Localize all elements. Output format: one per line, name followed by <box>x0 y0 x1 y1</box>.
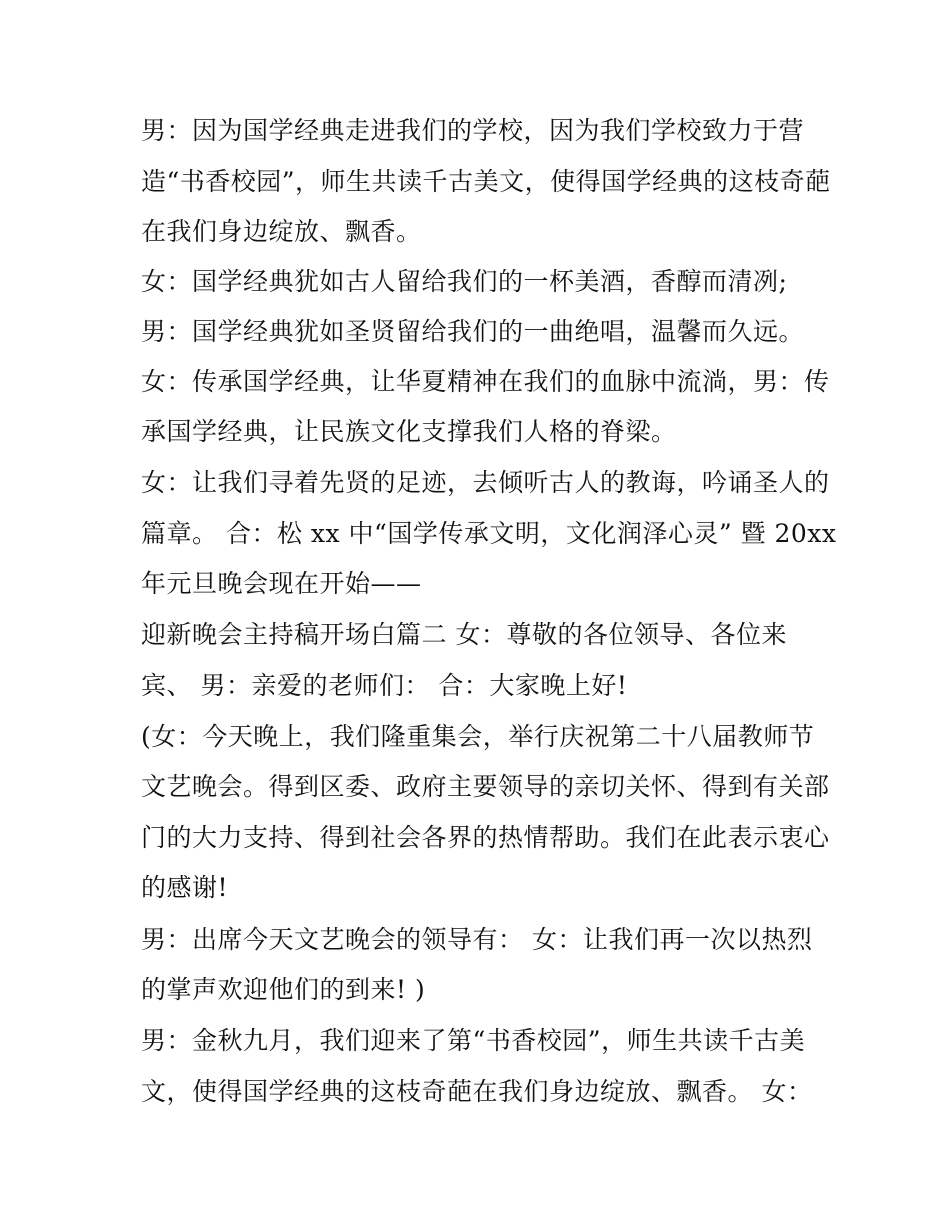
text-line: 女：传承国学经典，让华夏精神在我们的血脉中流淌，男：传 <box>141 367 830 396</box>
text-line: 男：因为国学经典走进我们的学校，因为我们学校致力于营 <box>141 116 805 145</box>
text-line: 门的大力支持、得到社会各界的热情帮助。我们在此表示衷心 <box>141 823 830 852</box>
text-line: 男：出席今天文艺晚会的领导有： 女：让我们再一次以热烈 <box>141 925 813 954</box>
text-line: 年元旦晚会现在开始—— <box>141 569 422 598</box>
text-line: 男：国学经典犹如圣贤留给我们的一曲绝唱，温馨而久远。 <box>141 317 805 346</box>
text-line: 文，使得国学经典的这枝奇葩在我们身边绽放、飘香。 女： <box>141 1077 813 1106</box>
text-line: 女：让我们寻着先贤的足迹，去倾听古人的教诲，吟诵圣人的 <box>141 468 830 497</box>
text-line: 文艺晚会。得到区委、政府主要领导的亲切关怀、得到有关部 <box>141 772 830 801</box>
text-line: 的感谢! <box>141 873 229 902</box>
text-line: 造“书香校园”，师生共读千古美文，使得国学经典的这枝奇葩 <box>141 167 831 196</box>
text-line: 迎新晚会主持稿开场白篇二 女：尊敬的各位领导、各位来 <box>141 620 787 649</box>
text-line: 在我们身边绽放、飘香。 <box>141 217 422 246</box>
text-line: 女：国学经典犹如古人留给我们的一杯美酒，香醇而清冽; <box>141 267 788 296</box>
text-line: 的掌声欢迎他们的到来! ) <box>141 975 426 1004</box>
text-line: 男：金秋九月，我们迎来了第“书香校园”，师生共读千古美 <box>141 1026 806 1055</box>
text-line: 宾、 男：亲爱的老师们： 合：大家晚上好! <box>141 671 628 700</box>
text-line: 篇章。 合：松 xx 中“国学传承文明，文化润泽心灵” 暨 20xx <box>141 519 837 548</box>
text-line: 承国学经典，让民族文化支撑我们人格的脊梁。 <box>141 417 677 446</box>
text-line: (女：今天晚上，我们隆重集会，举行庆祝第二十八届教师节 <box>141 722 815 751</box>
